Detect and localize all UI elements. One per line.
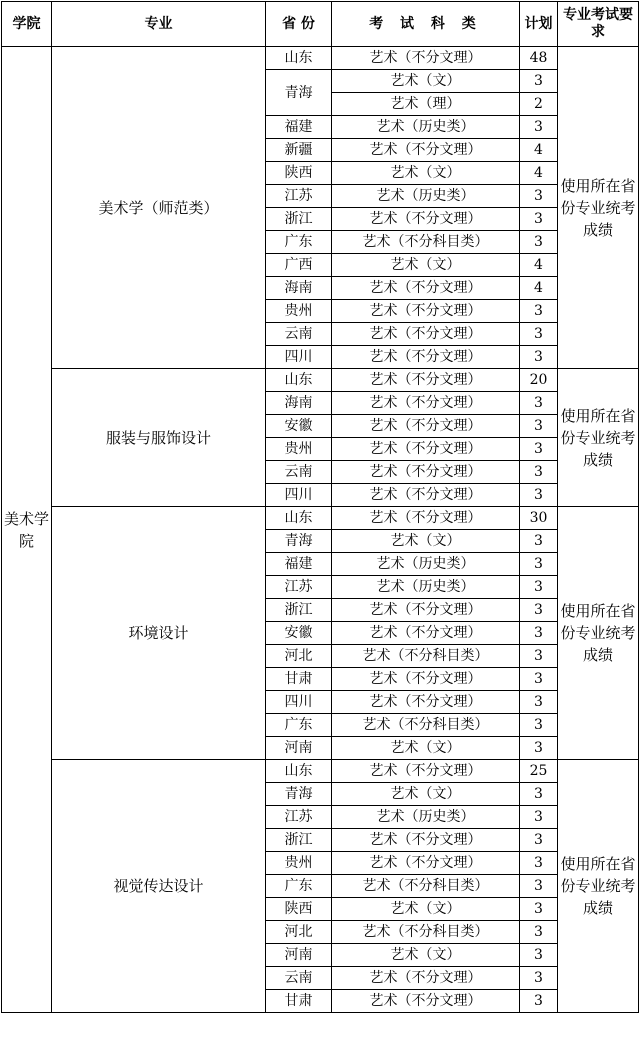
- exam-type-cell: 艺术（文）: [332, 737, 520, 760]
- exam-type-cell: 艺术（文）: [332, 70, 520, 93]
- header-row: [2, 2, 639, 47]
- requirement-cell: 使用所在省份专业统考成绩: [558, 369, 639, 507]
- province-cell: 贵州: [266, 300, 332, 323]
- province-cell: 山东: [266, 369, 332, 392]
- province-cell: 陕西: [266, 162, 332, 185]
- table-row: [2, 507, 639, 530]
- exam-type-cell: 艺术（历史类）: [332, 116, 520, 139]
- exam-type-cell: 艺术（不分文理）: [332, 599, 520, 622]
- province-cell: 贵州: [266, 852, 332, 875]
- plan-cell: 3: [520, 990, 558, 1013]
- province-cell: 云南: [266, 461, 332, 484]
- plan-cell: 3: [520, 783, 558, 806]
- exam-type-cell: 艺术（文）: [332, 898, 520, 921]
- header-major: 专业: [52, 2, 266, 47]
- header-college: 学院: [2, 2, 52, 47]
- exam-type-cell: 艺术（不分文理）: [332, 990, 520, 1013]
- table-body: [2, 47, 639, 1013]
- plan-cell: 3: [520, 530, 558, 553]
- header-province: 省 份: [266, 2, 332, 47]
- plan-cell: 3: [520, 392, 558, 415]
- province-cell: 甘肃: [266, 668, 332, 691]
- plan-cell: 3: [520, 875, 558, 898]
- exam-type-cell: 艺术（不分文理）: [332, 507, 520, 530]
- header-plan: 计划: [520, 2, 558, 47]
- exam-type-cell: 艺术（不分文理）: [332, 415, 520, 438]
- plan-cell: 3: [520, 829, 558, 852]
- province-cell: 江苏: [266, 185, 332, 208]
- exam-type-cell: 艺术（不分文理）: [332, 967, 520, 990]
- plan-cell: 3: [520, 737, 558, 760]
- province-cell: 青海: [266, 530, 332, 553]
- plan-cell: 3: [520, 599, 558, 622]
- plan-cell: 3: [520, 944, 558, 967]
- province-cell: 贵州: [266, 438, 332, 461]
- exam-type-cell: 艺术（不分文理）: [332, 691, 520, 714]
- province-cell: 青海: [266, 70, 332, 116]
- table-row: [2, 369, 639, 392]
- province-cell: 广东: [266, 875, 332, 898]
- exam-type-cell: 艺术（不分文理）: [332, 139, 520, 162]
- province-cell: 青海: [266, 783, 332, 806]
- exam-type-cell: 艺术（不分文理）: [332, 668, 520, 691]
- province-cell: 云南: [266, 967, 332, 990]
- exam-type-cell: 艺术（文）: [332, 254, 520, 277]
- exam-type-cell: 艺术（不分文理）: [332, 369, 520, 392]
- plan-cell: 3: [520, 323, 558, 346]
- plan-cell: 3: [520, 300, 558, 323]
- plan-cell: 4: [520, 139, 558, 162]
- plan-cell: 3: [520, 185, 558, 208]
- table-row: [2, 47, 639, 70]
- plan-cell: 3: [520, 553, 558, 576]
- province-cell: 四川: [266, 691, 332, 714]
- exam-type-cell: 艺术（历史类）: [332, 806, 520, 829]
- province-cell: 河南: [266, 737, 332, 760]
- province-cell: 浙江: [266, 829, 332, 852]
- plan-cell: 3: [520, 921, 558, 944]
- enrollment-plan-table: [1, 1, 639, 1013]
- exam-type-cell: 艺术（不分文理）: [332, 47, 520, 70]
- plan-cell: 3: [520, 484, 558, 507]
- exam-type-cell: 艺术（不分文理）: [332, 829, 520, 852]
- major-cell: 美术学（师范类）: [52, 47, 266, 369]
- plan-cell: 3: [520, 231, 558, 254]
- plan-cell: 2: [520, 93, 558, 116]
- plan-cell: 4: [520, 277, 558, 300]
- requirement-cell: 使用所在省份专业统考成绩: [558, 507, 639, 760]
- province-cell: 甘肃: [266, 990, 332, 1013]
- exam-type-cell: 艺术（不分文理）: [332, 438, 520, 461]
- plan-cell: 25: [520, 760, 558, 783]
- plan-cell: 3: [520, 70, 558, 93]
- province-cell: 广西: [266, 254, 332, 277]
- exam-type-cell: 艺术（不分文理）: [332, 852, 520, 875]
- province-cell: 福建: [266, 116, 332, 139]
- plan-cell: 3: [520, 967, 558, 990]
- plan-cell: 3: [520, 461, 558, 484]
- table-row: [2, 760, 639, 783]
- province-cell: 河南: [266, 944, 332, 967]
- plan-cell: 3: [520, 852, 558, 875]
- exam-type-cell: 艺术（历史类）: [332, 185, 520, 208]
- exam-type-cell: 艺术（不分科目类）: [332, 231, 520, 254]
- major-cell: 环境设计: [52, 507, 266, 760]
- province-cell: 浙江: [266, 599, 332, 622]
- plan-cell: 3: [520, 415, 558, 438]
- province-cell: 广东: [266, 714, 332, 737]
- province-cell: 海南: [266, 277, 332, 300]
- province-cell: 广东: [266, 231, 332, 254]
- exam-type-cell: 艺术（不分文理）: [332, 392, 520, 415]
- province-cell: 河北: [266, 645, 332, 668]
- plan-cell: 3: [520, 806, 558, 829]
- major-cell: 服装与服饰设计: [52, 369, 266, 507]
- plan-cell: 3: [520, 208, 558, 231]
- province-cell: 山东: [266, 507, 332, 530]
- province-cell: 陕西: [266, 898, 332, 921]
- exam-type-cell: 艺术（不分文理）: [332, 346, 520, 369]
- exam-type-cell: 艺术（不分文理）: [332, 277, 520, 300]
- plan-cell: 3: [520, 346, 558, 369]
- header-requirement: 专业考试要求: [558, 2, 639, 47]
- header-exam-type: 考 试 科 类: [332, 2, 520, 47]
- province-cell: 安徽: [266, 415, 332, 438]
- province-cell: 海南: [266, 392, 332, 415]
- exam-type-cell: 艺术（不分文理）: [332, 323, 520, 346]
- plan-cell: 3: [520, 576, 558, 599]
- plan-cell: 3: [520, 714, 558, 737]
- plan-cell: 3: [520, 645, 558, 668]
- plan-cell: 3: [520, 438, 558, 461]
- plan-cell: 4: [520, 162, 558, 185]
- exam-type-cell: 艺术（不分文理）: [332, 208, 520, 231]
- college-cell: 美术学院: [2, 47, 52, 1013]
- province-cell: 云南: [266, 323, 332, 346]
- province-cell: 四川: [266, 484, 332, 507]
- province-cell: 新疆: [266, 139, 332, 162]
- plan-cell: 3: [520, 622, 558, 645]
- exam-type-cell: 艺术（历史类）: [332, 576, 520, 599]
- exam-type-cell: 艺术（不分科目类）: [332, 875, 520, 898]
- plan-cell: 20: [520, 369, 558, 392]
- exam-type-cell: 艺术（理）: [332, 93, 520, 116]
- province-cell: 山东: [266, 47, 332, 70]
- plan-cell: 3: [520, 668, 558, 691]
- exam-type-cell: 艺术（文）: [332, 162, 520, 185]
- province-cell: 江苏: [266, 806, 332, 829]
- exam-type-cell: 艺术（文）: [332, 783, 520, 806]
- province-cell: 四川: [266, 346, 332, 369]
- requirement-cell: 使用所在省份专业统考成绩: [558, 47, 639, 369]
- province-cell: 江苏: [266, 576, 332, 599]
- exam-type-cell: 艺术（不分文理）: [332, 300, 520, 323]
- exam-type-cell: 艺术（不分文理）: [332, 622, 520, 645]
- province-cell: 山东: [266, 760, 332, 783]
- province-cell: 安徽: [266, 622, 332, 645]
- plan-cell: 30: [520, 507, 558, 530]
- exam-type-cell: 艺术（不分科目类）: [332, 714, 520, 737]
- exam-type-cell: 艺术（不分科目类）: [332, 645, 520, 668]
- province-cell: 河北: [266, 921, 332, 944]
- exam-type-cell: 艺术（历史类）: [332, 553, 520, 576]
- plan-cell: 3: [520, 691, 558, 714]
- major-cell: 视觉传达设计: [52, 760, 266, 1013]
- province-cell: 福建: [266, 553, 332, 576]
- plan-cell: 48: [520, 47, 558, 70]
- exam-type-cell: 艺术（不分文理）: [332, 484, 520, 507]
- exam-type-cell: 艺术（文）: [332, 530, 520, 553]
- plan-cell: 3: [520, 898, 558, 921]
- province-cell: 浙江: [266, 208, 332, 231]
- exam-type-cell: 艺术（不分文理）: [332, 760, 520, 783]
- exam-type-cell: 艺术（不分文理）: [332, 461, 520, 484]
- requirement-cell: 使用所在省份专业统考成绩: [558, 760, 639, 1013]
- exam-type-cell: 艺术（不分科目类）: [332, 921, 520, 944]
- exam-type-cell: 艺术（文）: [332, 944, 520, 967]
- plan-cell: 4: [520, 254, 558, 277]
- plan-cell: 3: [520, 116, 558, 139]
